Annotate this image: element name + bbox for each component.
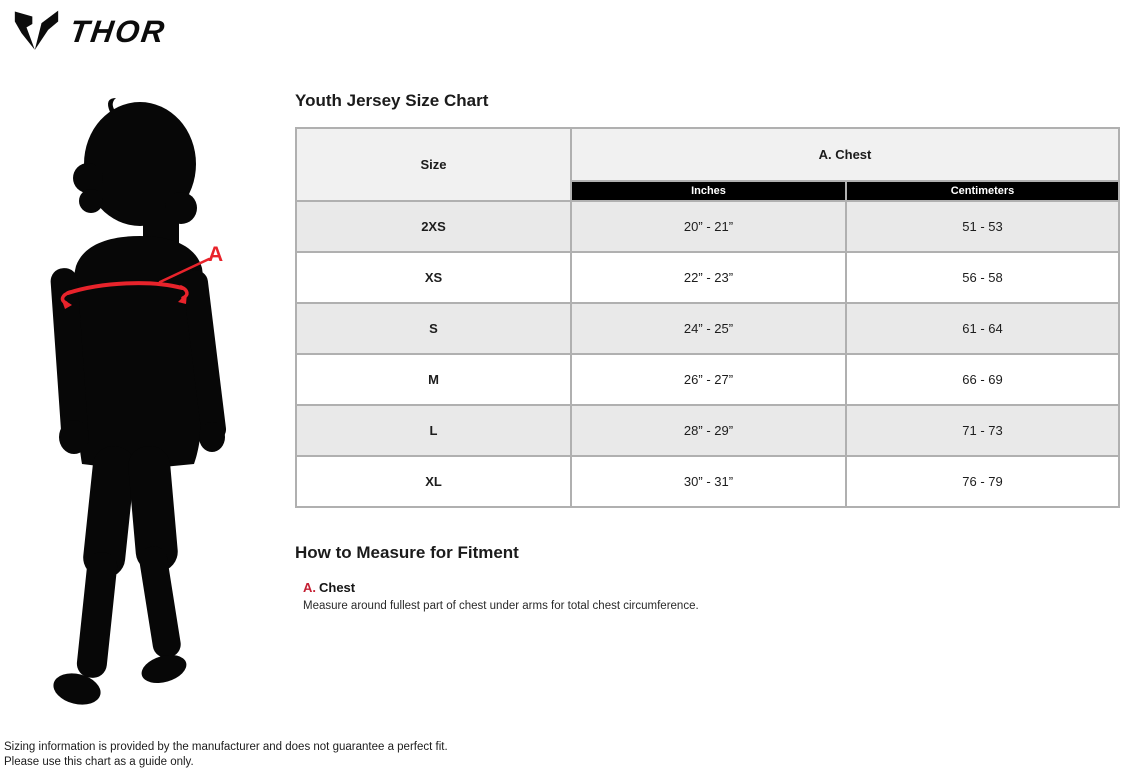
- disclaimer-line-2: Please use this chart as a guide only.: [4, 756, 194, 769]
- measure-item-chest: [295, 580, 1118, 614]
- table-row: [296, 354, 1119, 405]
- inches-value: 22” - 23”: [571, 252, 846, 303]
- child-silhouette-image: [40, 96, 240, 716]
- size-chart-section: [295, 92, 1118, 614]
- size-label: XL: [296, 456, 571, 507]
- column-header-size: Size: [296, 128, 571, 201]
- sizing-disclaimer: [4, 740, 448, 770]
- table-row: [296, 405, 1119, 456]
- centimeters-value: 56 - 58: [846, 252, 1119, 303]
- column-header-chest: A. Chest: [571, 128, 1119, 181]
- size-label: S: [296, 303, 571, 354]
- child-silhouette-shape: [50, 98, 228, 709]
- size-label: M: [296, 354, 571, 405]
- size-label: XS: [296, 252, 571, 303]
- thor-logo-text: THOR: [67, 13, 169, 49]
- disclaimer-line-1: Sizing information is provided by the manufacturer and does not guarantee a perfect fit.: [4, 741, 448, 753]
- inches-value: 30” - 31”: [571, 456, 846, 507]
- inches-value: 28” - 29”: [571, 405, 846, 456]
- inches-value: 26” - 27”: [571, 354, 846, 405]
- page-title: Youth Jersey Size Chart: [295, 91, 489, 110]
- thor-horns-icon: [14, 9, 59, 54]
- centimeters-value: 76 - 79: [846, 456, 1119, 507]
- measure-item-heading: [303, 580, 1118, 595]
- centimeters-value: 61 - 64: [846, 303, 1119, 354]
- centimeters-value: 51 - 53: [846, 201, 1119, 252]
- centimeters-value: 66 - 69: [846, 354, 1119, 405]
- chest-annotation-letter: A: [208, 243, 224, 266]
- measure-label: Chest: [319, 579, 356, 595]
- table-row: [296, 303, 1119, 354]
- measure-section-title: How to Measure for Fitment: [295, 542, 519, 562]
- column-header-centimeters: Centimeters: [846, 181, 1119, 201]
- table-row: [296, 456, 1119, 507]
- table-row: [296, 201, 1119, 252]
- inches-value: 20” - 21”: [571, 201, 846, 252]
- inches-value: 24” - 25”: [571, 303, 846, 354]
- measure-letter: A.: [303, 579, 316, 595]
- thor-logo: [14, 7, 172, 55]
- size-chart-table: [295, 127, 1120, 508]
- measure-description: Measure around fullest part of chest under arms for total chest circumference.: [303, 599, 699, 612]
- size-label: 2XS: [296, 201, 571, 252]
- centimeters-value: 71 - 73: [846, 405, 1119, 456]
- column-header-inches: Inches: [571, 181, 846, 201]
- size-label: L: [296, 405, 571, 456]
- table-row: [296, 252, 1119, 303]
